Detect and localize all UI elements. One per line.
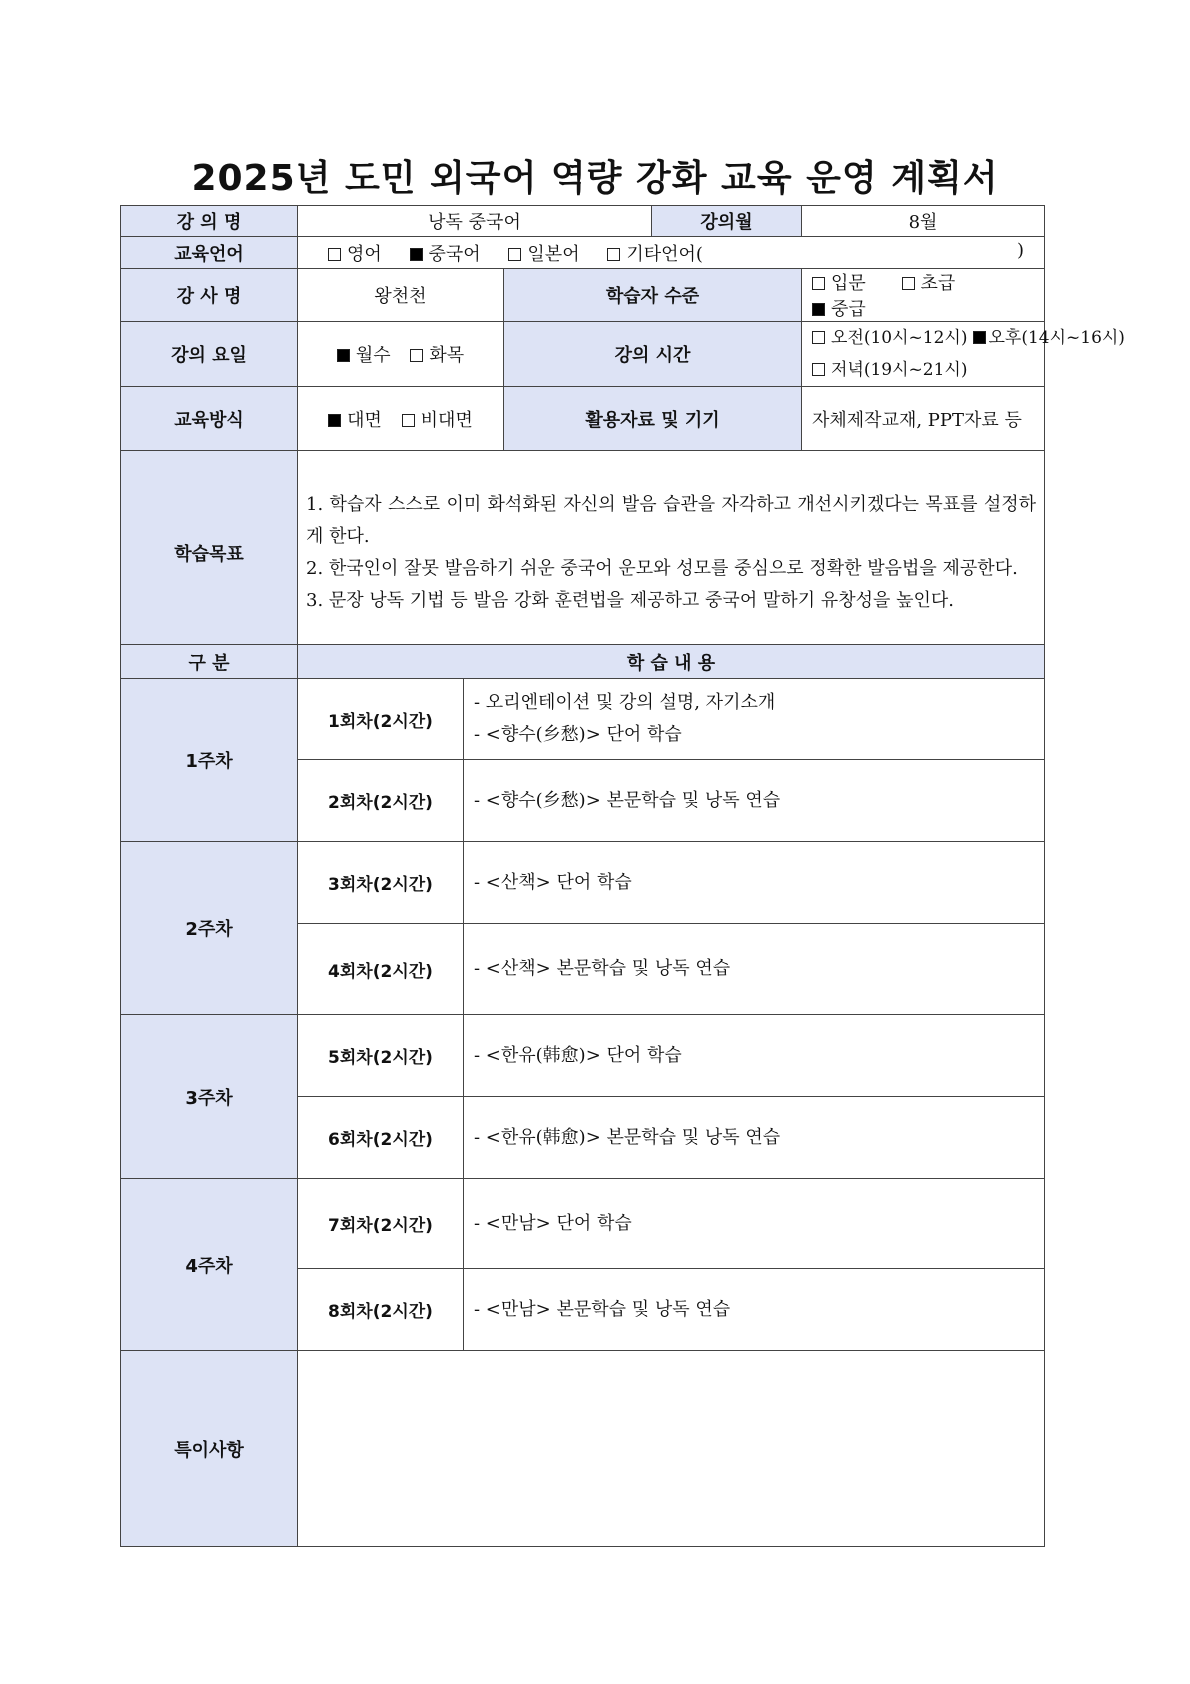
content-line: - 오리엔테이션 및 강의 설명, 자기소개 <box>474 692 776 713</box>
time-option-evening[interactable]: 저녁(19시~21시) <box>812 360 967 380</box>
time-option-afternoon[interactable]: 오후(14시~16시) <box>973 328 1124 348</box>
materials-value: 자체제작교재, PPT자료 등 <box>802 387 1045 451</box>
method-option-inperson[interactable]: 대면 <box>328 410 382 431</box>
materials-label: 활용자료 및 기기 <box>504 387 802 451</box>
instructor-value: 왕천천 <box>298 269 504 322</box>
day-option-monwed[interactable]: 월수 <box>337 345 391 366</box>
page-title: 2025년 도민 외국어 역량 강화 교육 운영 계획서 <box>191 158 999 199</box>
session-label: 2회차(2시간) <box>298 760 464 842</box>
session-label: 5회차(2시간) <box>298 1015 464 1097</box>
checkbox-icon <box>402 414 415 427</box>
goal-list <box>298 451 1045 655</box>
checkbox-icon <box>812 363 825 376</box>
language-option-chinese[interactable]: 중국어 <box>410 244 481 265</box>
level-label: 학습자 수준 <box>504 269 802 322</box>
session-label: 1회차(2시간) <box>298 679 464 760</box>
level-option-beginner[interactable]: 초급 <box>902 273 956 294</box>
session-content <box>464 842 1045 924</box>
checkbox-checked-icon <box>337 349 350 362</box>
content-line: - <향수(乡愁)> 단어 학습 <box>474 724 682 745</box>
checkbox-icon <box>812 331 825 344</box>
method-option-online[interactable]: 비대면 <box>402 410 473 431</box>
time-label: 강의 시간 <box>504 322 802 387</box>
level-option-intermediate[interactable]: 중급 <box>812 299 866 320</box>
instructor-label: 강 사 명 <box>121 269 298 322</box>
division-header: 구 분 <box>121 645 298 679</box>
session-content <box>464 760 1045 842</box>
checkbox-icon <box>328 248 341 261</box>
notes-value[interactable] <box>298 1351 1045 1547</box>
language-label: 교육언어 <box>121 237 298 269</box>
checkbox-icon <box>410 349 423 362</box>
level-option-intro[interactable]: 입문 <box>812 273 866 294</box>
content-line: - <한유(韩愈)> 단어 학습 <box>474 1044 682 1066</box>
goal-item: 3. 문장 낭독 기법 등 발음 강화 훈련법을 제공하고 중국어 말하기 유창성을 높인다. <box>306 589 954 611</box>
content-line: - <만남> 본문학습 및 낭독 연습 <box>474 1298 731 1320</box>
session-label: 7회차(2시간) <box>298 1179 464 1269</box>
month-value: 8월 <box>802 206 1045 237</box>
notes-label: 특이사항 <box>121 1351 298 1547</box>
session-label: 8회차(2시간) <box>298 1269 464 1351</box>
session-content <box>464 679 1045 760</box>
week-label: 1주차 <box>121 679 298 842</box>
content-line: - <향수(乡愁)> 본문학습 및 낭독 연습 <box>474 789 781 811</box>
method-label: 교육방식 <box>121 387 298 451</box>
language-other-close: ) <box>1016 239 1025 261</box>
language-options <box>298 237 1045 269</box>
goal-item: 2. 한국인이 잘못 발음하기 쉬운 중국어 운모와 성모를 중심으로 정확한 발음법을 제공한다. <box>306 557 1018 579</box>
checkbox-checked-icon <box>973 331 986 344</box>
schedule-table <box>120 644 1045 1547</box>
goal-label: 학습목표 <box>121 451 298 655</box>
session-label: 3회차(2시간) <box>298 842 464 924</box>
day-options <box>298 322 504 387</box>
checkbox-icon <box>902 277 915 290</box>
session-content <box>464 924 1045 1015</box>
course-name-value: 낭독 중국어 <box>298 206 652 237</box>
course-name-label: 강 의 명 <box>121 206 298 237</box>
month-label: 강의월 <box>652 206 802 237</box>
week-label: 4주차 <box>121 1179 298 1351</box>
session-content <box>464 1015 1045 1097</box>
session-content <box>464 1179 1045 1269</box>
checkbox-icon <box>508 248 521 261</box>
time-options <box>802 322 1125 387</box>
content-header: 학 습 내 용 <box>298 645 1045 679</box>
session-content <box>464 1097 1045 1179</box>
session-label: 4회차(2시간) <box>298 924 464 1015</box>
info-table <box>120 205 1125 655</box>
session-label: 6회차(2시간) <box>298 1097 464 1179</box>
language-option-japanese[interactable]: 일본어 <box>508 244 579 265</box>
day-option-tuethu[interactable]: 화목 <box>410 345 464 366</box>
week-label: 3주차 <box>121 1015 298 1179</box>
language-option-english[interactable]: 영어 <box>328 244 382 265</box>
method-options <box>298 387 504 451</box>
checkbox-checked-icon <box>812 303 825 316</box>
day-label: 강의 요일 <box>121 322 298 387</box>
checkbox-icon <box>607 248 620 261</box>
language-option-other[interactable]: 기타언어( <box>607 244 703 265</box>
content-line: - <산책> 본문학습 및 낭독 연습 <box>474 958 731 979</box>
content-line: - <만남> 단어 학습 <box>474 1212 632 1234</box>
content-line: - <산책> 단어 학습 <box>474 871 632 893</box>
content-line: - <한유(韩愈)> 본문학습 및 낭독 연습 <box>474 1126 781 1148</box>
checkbox-checked-icon <box>328 414 341 427</box>
session-content <box>464 1269 1045 1351</box>
level-options <box>802 269 1045 322</box>
checkbox-icon <box>812 277 825 290</box>
week-label: 2주차 <box>121 842 298 1015</box>
time-option-morning[interactable]: 오전(10시~12시) <box>812 328 967 348</box>
checkbox-checked-icon <box>410 248 423 261</box>
goal-item: 1. 학습자 스스로 이미 화석화된 자신의 발음 습관을 자각하고 개선시키겠다는 목표를 설정하게 한다. <box>306 493 1037 547</box>
